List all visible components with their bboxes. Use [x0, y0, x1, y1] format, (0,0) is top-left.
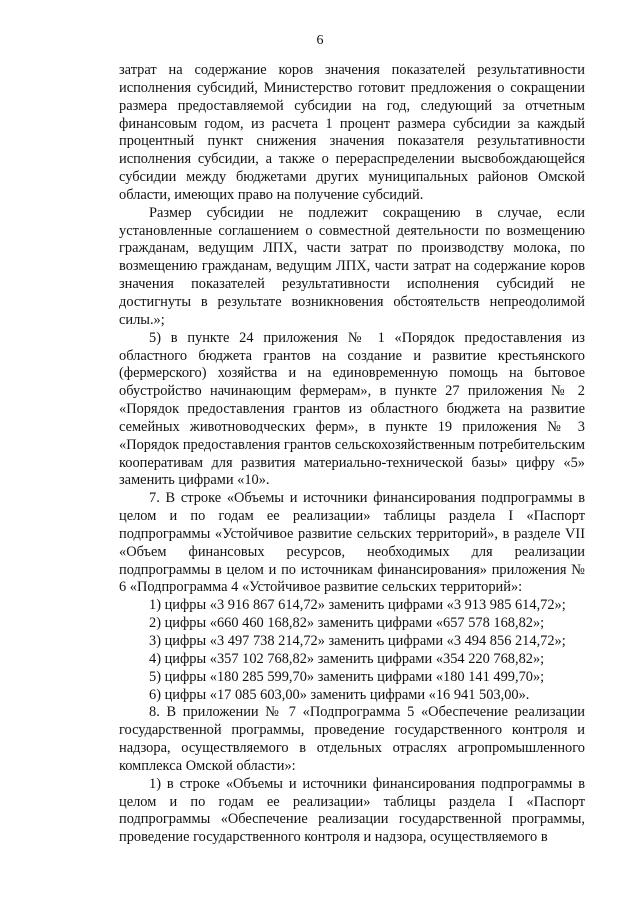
list-item-6: 6) цифры «17 085 603,00» заменить цифрами «16 941 503,00».: [149, 686, 530, 703]
page-number: 6: [316, 33, 324, 48]
paragraph-section-8: 8. В приложении № 7 «Подпрограмма 5 «Обеспечение реализации государственной программы, проведение государственного контроля и надзора, осуществляемого в отдельных отраслях агропромышленного комплекса Омской области»:: [119, 704, 585, 774]
paragraph-section-7: 7. В строке «Объемы и источники финансирования подпрограммы в целом и по годам ее реализации» таблицы раздела I «Паспорт подпрограммы «Устойчивое развитие сельских территорий», в разделе VII «Объем финансовых ресурсов, необходимых для реализации подпрограммы в целом и по источникам финансирования» приложения № 6 «Подпрограмма 4 «Устойчивое развитие сельских территорий»:: [119, 490, 585, 596]
list-item-5: 5) цифры «180 285 599,70» заменить цифрами «180 141 499,70»;: [149, 668, 545, 685]
paragraph-continuation: затрат на содержание коров значения показателей результативности исполнения субсидий, Министерство готовит предложения о сокращении размера предоставляемой субсидии на год, следующий за отчетным финансовым годом, из расчета 1 процент размера субсидии за каждый процентный пункт снижения значения показателя результативности исполнения субсидии, а также о перераспределении высвобождающейся субсидии между бюджетами других муниципальных районов Омской области, имеющих право на получение субсидий.: [119, 62, 585, 203]
list-item-2: 2) цифры «660 460 168,82» заменить цифрами «657 578 168,82»;: [149, 615, 545, 632]
paragraph-subsidy-exception: Размер субсидии не подлежит сокращению в случае, если установленные соглашением о совместной деятельности по возмещению гражданам, ведущим ЛПХ, части затрат по производству молока, по возмещению гражданам, ведущим ЛПХ, части затрат на содержание коров значения показателей результативности исполнения субсидий не достигнуты в результате возникновения обстоятельств непреодолимой силы.»;: [119, 204, 585, 328]
list-item-3: 3) цифры «3 497 738 214,72» заменить цифрами «3 494 856 214,72»;: [149, 633, 566, 649]
paragraph-item-5-grants: 5) в пункте 24 приложения № 1 «Порядок предоставления из областного бюджета грантов на создание и развитие крестьянского (фермерского) хозяйства и на единовременную помощь на бытовое обустройство начинающим фермерам», в пункте 27 приложения № 2 «Порядок предоставления грантов из областного бюджета на развитие семейных животноводческих ферм», в пункте 19 приложения № 3 «Порядок предоставления грантов сельскохозяйственным потребительским кооперативам для развития материально-технической базы» цифру «5» заменить цифрами «10».: [119, 329, 585, 489]
document-body: [119, 62, 585, 847]
paragraph-section-8-item-1: 1) в строке «Объемы и источники финансирования подпрограммы в целом и по годам ее реализации» таблицы раздела I «Паспорт подпрограммы «Обеспечение реализации государственной программы, проведение государственного контроля и надзора, осуществляемого в: [119, 775, 585, 846]
list-item-4: 4) цифры «357 102 768,82» заменить цифрами «354 220 768,82»;: [149, 650, 545, 667]
list-item-1: 1) цифры «3 916 867 614,72» заменить цифрами «3 913 985 614,72»;: [149, 597, 566, 614]
